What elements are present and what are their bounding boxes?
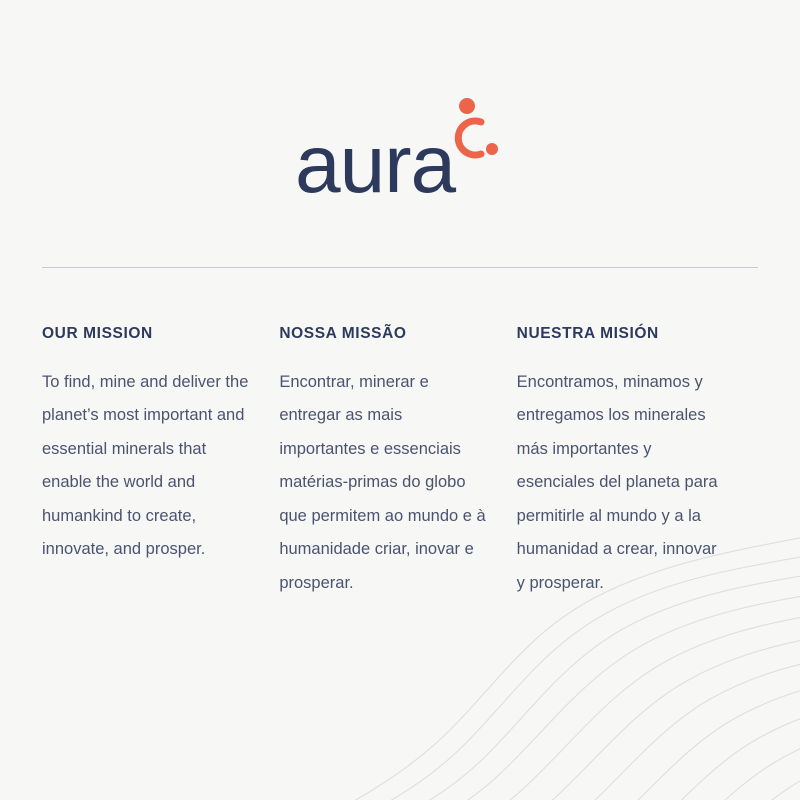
logo-wordmark: aura — [295, 119, 456, 210]
mission-column-portuguese — [279, 325, 524, 600]
column-body: To find, mine and deliver the planet’s most important and essential minerals that enable the world and humankind to create, innovate, and prosper. — [42, 372, 249, 559]
column-heading: NUESTRA MISIÓN — [516, 325, 659, 342]
column-heading: OUR MISSION — [42, 325, 153, 342]
mission-column-english — [42, 325, 287, 600]
column-body: Encontramos, minamos y entregamos los minerales más importantes y esenciales del planeta para permitirle al mundo y a la humanidad a crear, innovar y prosperar. — [516, 372, 718, 592]
horizontal-divider — [42, 267, 758, 268]
mission-columns — [42, 325, 762, 600]
aura-dot-arc-icon — [447, 96, 507, 166]
column-body: Encontrar, minerar e entregar as mais importantes e essenciais matérias-primas do globo que permitem ao mundo e à humanidade criar, inovar e prosperar. — [279, 372, 486, 592]
logo — [0, 96, 800, 216]
column-heading: NOSSA MISSÃO — [279, 325, 407, 342]
mission-column-spanish — [517, 325, 762, 600]
